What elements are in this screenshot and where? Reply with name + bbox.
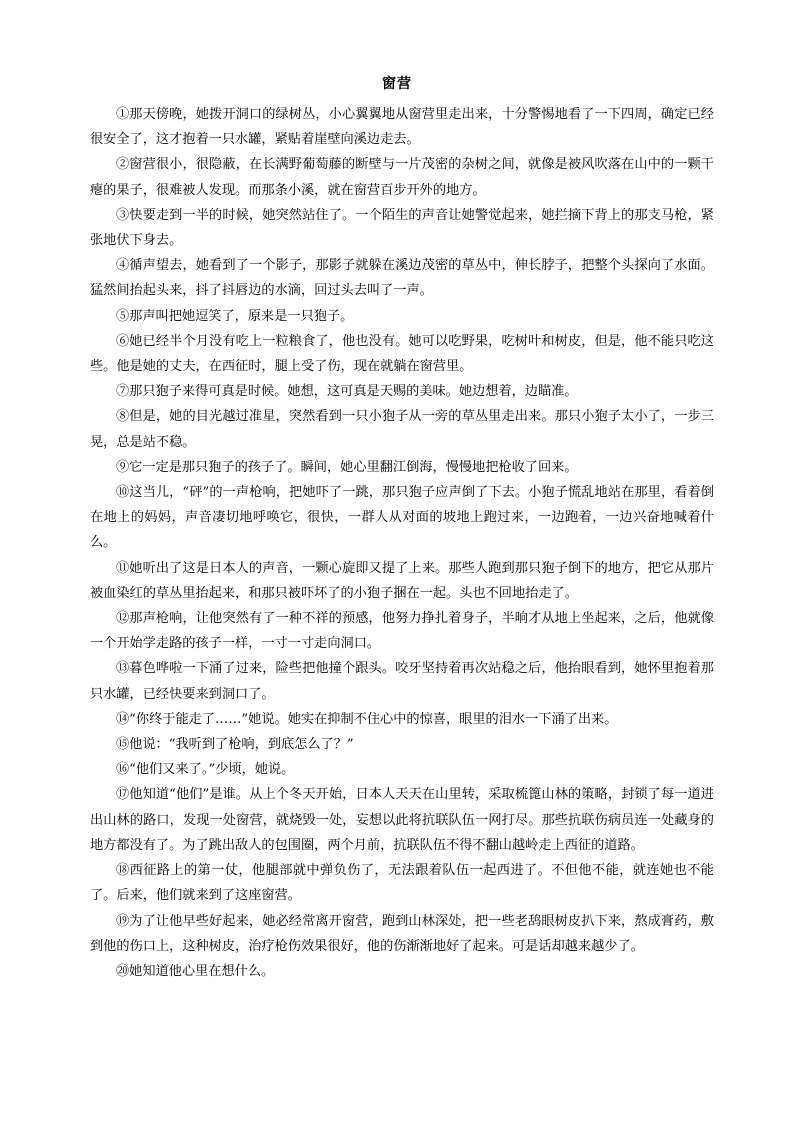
paragraph-7: ⑦那只狍子来得可真是时候。她想，这可真是天赐的美味。她边想着，边瞄准。 bbox=[116, 384, 578, 400]
paragraph-14: ⑭“你终于能走了……”她说。她实在抑制不住心中的惊喜，眼里的泪水一下涌了出来。 bbox=[116, 711, 618, 727]
paragraph-12: ⑫那声枪响，让他突然有了一种不祥的预感，他努力挣扎着身子，半晌才从地上坐起来，之后，他就像一个开始学走路的孩子一样，一寸一寸走向洞口。 bbox=[90, 611, 714, 652]
paragraph-6: ⑥她已经半个月没有吃上一粒粮食了，他也没有。她可以吃野果，吃树叶和树皮，但是，他不能只吃这些。他是她的丈夫，在西征时，腿上受了伤，现在就躺在窗营里。 bbox=[90, 333, 714, 375]
paragraph-5: ⑤那声叫把她逗笑了，原来是一只狍子。 bbox=[116, 308, 354, 324]
document-body bbox=[90, 102, 714, 984]
paragraph-10: ⑩这当儿，“砰”的一声枪响，把她吓了一跳，那只狍子应声倒了下去。小狍子慌乱地站在那里，看着倒在地上的妈妈，声音凄切地呼唤它，很快，一群人从对面的坡地上跑过来，一边跑着，一边兴奋地喊着什么。 bbox=[90, 485, 714, 551]
paragraph-11: ⑪她听出了这是日本人的声音，一颗心旋即又提了上来。那些人跑到那只狍子倒下的地方，把它从那片被血染红的草丛里抬起来，和那只被吓坏了的小狍子捆在一起。头也不回地抬走了。 bbox=[90, 560, 714, 601]
paragraph-17: ⑰他知道“他们”是谁。从上个冬天开始，日本人天天在山里转，采取梳篦山林的策略，封锁了每一道进出山林的路口，发现一处窗营，就烧毁一处，妄想以此将抗联队伍一网打尽。那些抗联伤病员连一处藏身的地方都没有了。为了跳出敌人的包围圈，两个月前，抗联队伍不得不翻山越岭走上西征的道路。 bbox=[90, 787, 714, 853]
paragraph-4: ④循声望去，她看到了一个影子，那影子就躲在溪边茂密的草丛中，伸长脖子，把整个头探向了水面。猛然间抬起头来，抖了抖唇边的水滴，回过头去叫了一声。 bbox=[90, 258, 714, 299]
document-title: 窗营 bbox=[382, 76, 412, 92]
paragraph-2: ②窗营很小，很隐蔽，在长满野葡萄藤的断壁与一片茂密的杂树之间，就像是被风吹落在山中的一颗干瘪的果子，很难被人发现。而那条小溪，就在窗营百步开外的地方。 bbox=[90, 157, 714, 198]
paragraph-1: ①那天傍晚，她拨开洞口的绿树丛，小心翼翼地从窗营里走出来，十分警惕地看了一下四周，确定已经很安全了，这才抱着一只水罐，紧贴着崖壁向溪边走去。 bbox=[90, 107, 714, 148]
paragraph-20: ⑳她知道他心里在想什么。 bbox=[116, 963, 275, 979]
paragraph-16: ⑯“他们又来了。”少顷，她说。 bbox=[116, 762, 295, 778]
paragraph-8: ⑧但是，她的目光越过准星，突然看到一只小狍子从一旁的草丛里走出来。那只小狍子太小了，一步三晃，总是站不稳。 bbox=[90, 409, 714, 450]
paragraph-13: ⑬暮色哗啦一下涌了过来，险些把他撞个跟头。咬牙坚持着再次站稳之后，他抬眼看到，她怀里抱着那只水罐，已经快要来到洞口了。 bbox=[90, 661, 714, 702]
paragraph-18: ⑱西征路上的第一仗，他腿部就中弹负伤了，无法跟着队伍一起西进了。不但他不能，就连她也不能了。后来，他们就来到了这座窗营。 bbox=[90, 863, 714, 904]
paragraph-9: ⑨它一定是那只狍子的孩子了。瞬间，她心里翻江倒海，慢慢地把枪收了回来。 bbox=[116, 459, 578, 475]
paragraph-19: ⑲为了让他早些好起来，她必经常离开窗营，跑到山林深处，把一些老鸹眼树皮扒下来，熬成膏药，敷到他的伤口上，这种树皮，治疗枪伤效果很好，他的伤渐渐地好了起来。可是话却越来越少了。 bbox=[90, 913, 714, 954]
paragraph-15: ⑮他说：“我听到了枪响，到底怎么了？” bbox=[116, 737, 354, 753]
paragraph-3: ③快要走到一半的时候，她突然站住了。一个陌生的声音让她警觉起来，她拦摘下背上的那支马枪，紧张地伏下身去。 bbox=[90, 207, 714, 249]
